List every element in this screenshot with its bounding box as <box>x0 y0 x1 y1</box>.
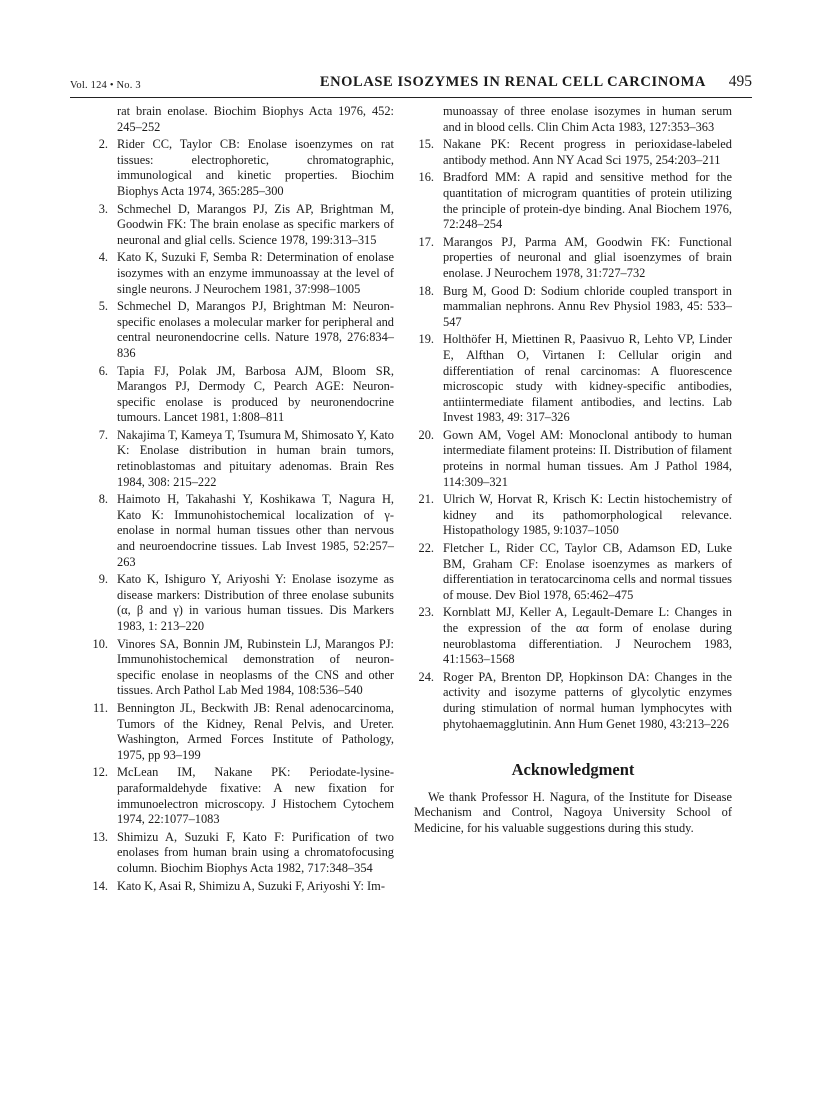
reference-item <box>88 428 394 490</box>
reference-text: Schmechel D, Marangos PJ, Zis AP, Brightman M, Goodwin FK: The brain enolase as specific markers of neuronal and glial cells. Science 1978, 199:313–315 <box>117 201 394 247</box>
reference-number: 21. <box>418 492 434 507</box>
reference-text: Nakajima T, Kameya T, Tsumura M, Shimosato Y, Kato K: Enolase distribution in human brain tumors, retinoblastomas and pituitary adenomas. Brain Res 1984, 308: 215–222 <box>117 427 394 489</box>
reference-item <box>88 765 394 827</box>
reference-item <box>88 572 394 634</box>
reference-number: 9. <box>98 572 108 587</box>
reference-text: Tapia FJ, Polak JM, Barbosa AJM, Bloom SR, Marangos PJ, Dermody C, Pearch AGE: Neuron-specific enolase is produced by neuronendocrine tumours. Lancet 1981, 1:808–811 <box>117 363 394 425</box>
reference-continuation: rat brain enolase. Biochim Biophys Acta 1976, 452: 245–252 <box>117 104 394 134</box>
reference-text: Schmechel D, Marangos PJ, Brightman M: Neuron-specific enolases a molecular marker for peripheral and central neuronendocrine cells. Nature 1978, 276:834–836 <box>117 299 394 360</box>
reference-number: 3. <box>98 201 108 216</box>
reference-text: Gown AM, Vogel AM: Monoclonal antibody to human intermediate filament proteins: II. Distribution of filament proteins in normal human tissues. Am J Pathol 1984, 114:309–321 <box>443 427 732 489</box>
left-column <box>88 104 394 894</box>
right-column <box>414 104 732 837</box>
reference-item <box>414 137 732 168</box>
reference-item <box>88 830 394 877</box>
reference-text: Vinores SA, Bonnin JM, Rubinstein LJ, Marangos PJ: Immunohistochemical demonstration of neuron-specific enolase in neoplasms of the CNS and other tissues. Arch Pathol Lab Med 1984, 108:536–540 <box>117 636 394 698</box>
reference-item <box>414 605 732 667</box>
reference-text: Roger PA, Brenton DP, Hopkinson DA: Changes in the activity and isozyme patterns of glycolytic enzymes during stimulation of normal human lymphocytes with phytohaemagglutinin. Ann Hum Genet 1980, 43:213–226 <box>443 669 732 731</box>
reference-item <box>88 492 394 570</box>
reference-text: Kato K, Suzuki F, Semba R: Determination of enolase isozymes with an enzyme immunoassay at the level of single neurons. J Neurochem 1981, 37:998–1005 <box>117 250 394 296</box>
reference-text: Nakane PK: Recent progress in perioxidase-labeled antibody method. Ann NY Acad Sci 1975, 254:203–211 <box>443 137 732 167</box>
reference-number: 22. <box>418 541 434 556</box>
reference-item <box>414 170 732 232</box>
reference-text: McLean IM, Nakane PK: Periodate-lysine-paraformaldehyde fixative: A new fixation for immunoelectron microscopy. J Histochem Cytochem 1974, 22:1077–1083 <box>117 765 394 827</box>
reference-number: 6. <box>98 363 108 378</box>
reference-text: Kornblatt MJ, Keller A, Legault-Demare L: Changes in the expression of the αα form of enolase during neuroblastoma differentiation. J Neurochem 1983, 41:1563–1568 <box>443 605 732 667</box>
reference-item <box>88 701 394 763</box>
reference-item <box>88 299 394 361</box>
reference-number: 12. <box>92 765 108 780</box>
right-reference-list <box>414 137 732 732</box>
reference-number: 2. <box>98 137 108 152</box>
reference-number: 7. <box>98 427 108 442</box>
reference-item <box>414 332 732 426</box>
reference-number: 10. <box>92 636 108 651</box>
reference-text: Marangos PJ, Parma AM, Goodwin FK: Functional properties of neuronal and glial isoenzymes of brain enolase. J Neurochem 1978, 31:727–732 <box>443 234 732 280</box>
reference-item <box>414 670 732 732</box>
reference-text: Bennington JL, Beckwith JB: Renal adenocarcinoma, Tumors of the Kidney, Renal Pelvis, and Ureter. Washington, Armed Forces Institute of Pathology, 1975, pp 93–199 <box>117 700 394 762</box>
reference-number: 11. <box>92 700 108 715</box>
reference-number: 20. <box>418 427 434 442</box>
reference-number: 19. <box>418 332 434 347</box>
left-reference-list <box>88 137 394 894</box>
page-header <box>70 70 752 96</box>
reference-item <box>414 492 732 539</box>
volume-issue: Vol. 124 • No. 3 <box>70 80 141 91</box>
reference-text: Fletcher L, Rider CC, Taylor CB, Adamson ED, Luke BM, Graham CF: Enolase isoenzymes as markers of differentiation in teratocarcinoma cells and normal tissues of mouse. Dev Biol 1978, 65:462–475 <box>443 541 732 602</box>
reference-text: Holthöfer H, Miettinen R, Paasivuo R, Lehto VP, Linder E, Alfthan O, Virtanen I: Cellular origin and differentiation of renal carcinomas: A fluorescence microscopic study with kidney-specific antibodies, antiintermediate filament antibodies, and lectins. Lab Invest 1983, 49: 317–326 <box>443 332 732 425</box>
reference-number: 24. <box>418 669 434 684</box>
reference-text: Shimizu A, Suzuki F, Kato F: Purification of two enolases from human brain using a chromatofocusing column. Biochim Biophys Acta 1982, 717:348–354 <box>117 829 394 875</box>
reference-text: Ulrich W, Horvat R, Krisch K: Lectin histochemistry of kidney and its pathomorphological relevance. Histopathology 1985, 9:1037–1050 <box>443 492 732 538</box>
reference-number: 17. <box>418 234 434 249</box>
reference-item <box>414 541 732 603</box>
reference-item <box>88 250 394 297</box>
reference-continuation: munoassay of three enolase isozymes in human serum and in blood cells. Clin Chim Acta 1983, 127:353–363 <box>443 104 732 134</box>
reference-number: 8. <box>98 492 108 507</box>
reference-number: 14. <box>92 878 108 893</box>
acknowledgment-text: We thank Professor H. Nagura, of the Institute for Disease Mechanism and Control, Nagoya University School of Medicine, for his valuable suggestions during this study. <box>414 789 732 835</box>
reference-item <box>414 428 732 490</box>
reference-number: 5. <box>98 299 108 314</box>
reference-item <box>88 202 394 249</box>
running-title: ENOLASE ISOZYMES IN RENAL CELL CARCINOMA <box>319 74 706 90</box>
reference-text: Kato K, Ishiguro Y, Ariyoshi Y: Enolase isozyme as disease markers: Distribution of three enolase subunits (α, β and γ) in various human tissues. Dis Markers 1983, 1: 213–220 <box>117 572 394 633</box>
reference-number: 4. <box>98 250 108 265</box>
reference-number: 23. <box>418 605 434 620</box>
reference-text: Rider CC, Taylor CB: Enolase isoenzymes on rat tissues: electrophoretic, chromatographic, immunological and kinetic properties. Biochim Biophys Acta 1974, 365:285–300 <box>117 137 394 198</box>
page-number: 495 <box>728 73 752 90</box>
reference-item <box>88 637 394 699</box>
reference-text: Burg M, Good D: Sodium chloride coupled transport in mammalian nephrons. Annu Rev Physiol 1983, 45: 533–547 <box>443 283 732 329</box>
reference-number: 13. <box>92 829 108 844</box>
reference-text: Bradford MM: A rapid and sensitive method for the quantitation of microgram quantities of protein utilizing the principle of protein-dye binding. Anal Biochem 1976, 72:248–254 <box>443 170 732 232</box>
reference-number: 15. <box>418 137 434 152</box>
reference-item <box>414 284 732 331</box>
reference-text: Kato K, Asai R, Shimizu A, Suzuki F, Ariyoshi Y: Im- <box>117 878 385 893</box>
reference-item <box>88 137 394 199</box>
reference-text: Haimoto H, Takahashi Y, Koshikawa T, Nagura H, Kato K: Immunohistochemical localization of γ-enolase in normal human tissues other than nervous and neuroendocrine tissues. Lab Invest 1985, 52:257–263 <box>117 492 394 569</box>
reference-item <box>414 235 732 282</box>
reference-item <box>88 879 394 895</box>
acknowledgment-heading: Acknowledgment <box>511 760 635 780</box>
reference-number: 16. <box>418 170 434 185</box>
header-rule <box>70 97 752 98</box>
reference-item <box>88 364 394 426</box>
reference-number: 18. <box>418 283 434 298</box>
